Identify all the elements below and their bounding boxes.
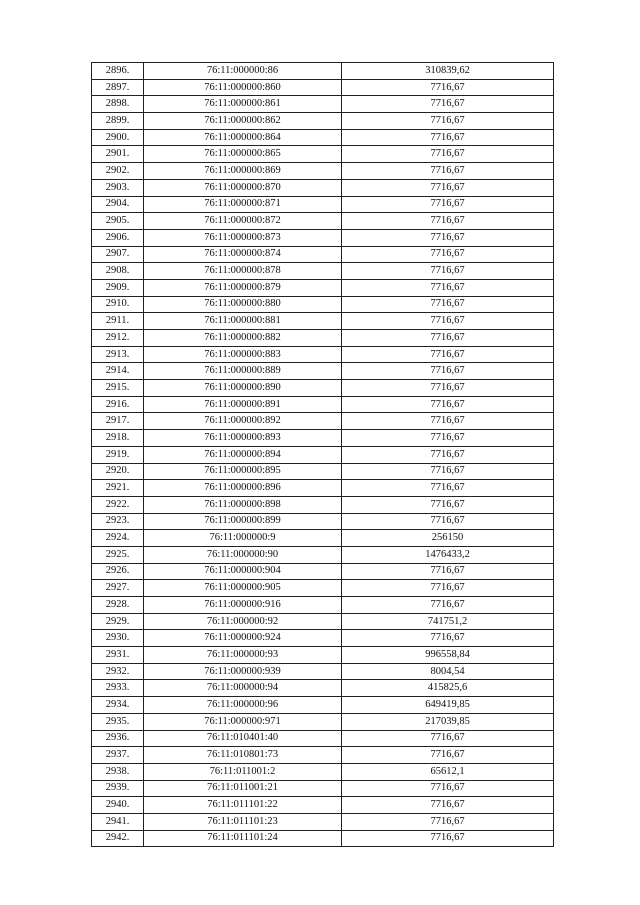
value-cell: 7716,67 <box>342 747 554 764</box>
row-number-cell: 2936. <box>92 730 144 747</box>
value-cell: 7716,67 <box>342 129 554 146</box>
table-row <box>92 630 554 647</box>
value-cell: 217039,85 <box>342 713 554 730</box>
row-number-cell: 2926. <box>92 563 144 580</box>
cadastral-number-cell: 76:11:000000:94 <box>144 680 342 697</box>
table-row <box>92 79 554 96</box>
table-row <box>92 797 554 814</box>
row-number-cell: 2918. <box>92 430 144 447</box>
row-number-cell: 2934. <box>92 697 144 714</box>
table-row <box>92 613 554 630</box>
value-cell: 65612,1 <box>342 763 554 780</box>
table-row <box>92 597 554 614</box>
value-cell: 7716,67 <box>342 363 554 380</box>
row-number-cell: 2939. <box>92 780 144 797</box>
value-cell: 7716,67 <box>342 730 554 747</box>
cadastral-number-cell: 76:11:010401:40 <box>144 730 342 747</box>
cadastral-number-cell: 76:11:000000:924 <box>144 630 342 647</box>
table-row <box>92 330 554 347</box>
value-cell: 7716,67 <box>342 396 554 413</box>
value-cell: 7716,67 <box>342 380 554 397</box>
cadastral-number-cell: 76:11:000000:880 <box>144 296 342 313</box>
table-row <box>92 713 554 730</box>
table-row <box>92 363 554 380</box>
value-cell: 8004,54 <box>342 663 554 680</box>
cadastral-number-cell: 76:11:000000:871 <box>144 196 342 213</box>
row-number-cell: 2910. <box>92 296 144 313</box>
row-number-cell: 2914. <box>92 363 144 380</box>
table-row <box>92 830 554 847</box>
cadastral-number-cell: 76:11:000000:890 <box>144 380 342 397</box>
table-row <box>92 396 554 413</box>
cadastral-number-cell: 76:11:000000:869 <box>144 163 342 180</box>
row-number-cell: 2912. <box>92 330 144 347</box>
row-number-cell: 2917. <box>92 413 144 430</box>
value-cell: 741751,2 <box>342 613 554 630</box>
cadastral-number-cell: 76:11:000000:865 <box>144 146 342 163</box>
row-number-cell: 2903. <box>92 179 144 196</box>
table-row <box>92 346 554 363</box>
cadastral-number-cell: 76:11:000000:895 <box>144 463 342 480</box>
cadastral-number-cell: 76:11:011101:22 <box>144 797 342 814</box>
row-number-cell: 2924. <box>92 530 144 547</box>
value-cell: 7716,67 <box>342 580 554 597</box>
table-row <box>92 96 554 113</box>
cadastral-number-cell: 76:11:000000:898 <box>144 496 342 513</box>
row-number-cell: 2941. <box>92 813 144 830</box>
cadastral-number-cell: 76:11:000000:883 <box>144 346 342 363</box>
table-row <box>92 279 554 296</box>
cadastral-number-cell: 76:11:000000:881 <box>144 313 342 330</box>
cadastral-number-cell: 76:11:000000:93 <box>144 647 342 664</box>
cadastral-number-cell: 76:11:000000:9 <box>144 530 342 547</box>
table-row <box>92 747 554 764</box>
value-cell: 7716,67 <box>342 279 554 296</box>
cadastral-number-cell: 76:11:000000:916 <box>144 597 342 614</box>
value-cell: 7716,67 <box>342 830 554 847</box>
table-row <box>92 113 554 130</box>
cadastral-number-cell: 76:11:000000:904 <box>144 563 342 580</box>
value-cell: 7716,67 <box>342 263 554 280</box>
value-cell: 7716,67 <box>342 146 554 163</box>
row-number-cell: 2921. <box>92 480 144 497</box>
value-cell: 7716,67 <box>342 330 554 347</box>
cadastral-number-cell: 76:11:010801:73 <box>144 747 342 764</box>
table-row <box>92 129 554 146</box>
row-number-cell: 2938. <box>92 763 144 780</box>
cadastral-number-cell: 76:11:000000:86 <box>144 63 342 80</box>
row-number-cell: 2919. <box>92 446 144 463</box>
table-row <box>92 179 554 196</box>
value-cell: 7716,67 <box>342 229 554 246</box>
cadastral-number-cell: 76:11:000000:882 <box>144 330 342 347</box>
value-cell: 7716,67 <box>342 813 554 830</box>
value-cell: 7716,67 <box>342 797 554 814</box>
cadastral-number-cell: 76:11:000000:971 <box>144 713 342 730</box>
table-row <box>92 263 554 280</box>
cadastral-number-cell: 76:11:000000:874 <box>144 246 342 263</box>
table-row <box>92 663 554 680</box>
table-row <box>92 730 554 747</box>
table-row <box>92 546 554 563</box>
value-cell: 7716,67 <box>342 513 554 530</box>
value-cell: 7716,67 <box>342 463 554 480</box>
table-row <box>92 163 554 180</box>
cadastral-number-cell: 76:11:000000:879 <box>144 279 342 296</box>
row-number-cell: 2929. <box>92 613 144 630</box>
row-number-cell: 2900. <box>92 129 144 146</box>
cadastral-number-cell: 76:11:011101:23 <box>144 813 342 830</box>
value-cell: 649419,85 <box>342 697 554 714</box>
cadastral-number-cell: 76:11:000000:892 <box>144 413 342 430</box>
value-cell: 7716,67 <box>342 313 554 330</box>
cadastral-number-cell: 76:11:000000:896 <box>144 480 342 497</box>
value-cell: 7716,67 <box>342 430 554 447</box>
cadastral-number-cell: 76:11:000000:90 <box>144 546 342 563</box>
row-number-cell: 2902. <box>92 163 144 180</box>
row-number-cell: 2922. <box>92 496 144 513</box>
row-number-cell: 2925. <box>92 546 144 563</box>
table-row <box>92 530 554 547</box>
table-row <box>92 647 554 664</box>
value-cell: 256150 <box>342 530 554 547</box>
cadastral-number-cell: 76:11:000000:939 <box>144 663 342 680</box>
row-number-cell: 2940. <box>92 797 144 814</box>
table-row <box>92 463 554 480</box>
cadastral-number-cell: 76:11:000000:894 <box>144 446 342 463</box>
table-row <box>92 697 554 714</box>
row-number-cell: 2906. <box>92 229 144 246</box>
cadastral-number-cell: 76:11:000000:861 <box>144 96 342 113</box>
value-cell: 310839,62 <box>342 63 554 80</box>
cadastral-table <box>91 62 554 847</box>
table-body <box>92 63 554 847</box>
cadastral-number-cell: 76:11:011001:21 <box>144 780 342 797</box>
row-number-cell: 2908. <box>92 263 144 280</box>
cadastral-number-cell: 76:11:000000:864 <box>144 129 342 146</box>
value-cell: 7716,67 <box>342 213 554 230</box>
cadastral-number-cell: 76:11:000000:899 <box>144 513 342 530</box>
cadastral-number-cell: 76:11:000000:860 <box>144 79 342 96</box>
value-cell: 7716,67 <box>342 346 554 363</box>
table-row <box>92 213 554 230</box>
value-cell: 7716,67 <box>342 179 554 196</box>
value-cell: 7716,67 <box>342 246 554 263</box>
table-row <box>92 513 554 530</box>
cadastral-number-cell: 76:11:011001:2 <box>144 763 342 780</box>
cadastral-number-cell: 76:11:000000:870 <box>144 179 342 196</box>
table-row <box>92 763 554 780</box>
table-row <box>92 146 554 163</box>
cadastral-number-cell: 76:11:000000:905 <box>144 580 342 597</box>
value-cell: 1476433,2 <box>342 546 554 563</box>
cadastral-number-cell: 76:11:000000:893 <box>144 430 342 447</box>
table-row <box>92 313 554 330</box>
cadastral-number-cell: 76:11:000000:873 <box>144 229 342 246</box>
cadastral-number-cell: 76:11:000000:891 <box>144 396 342 413</box>
table-row <box>92 196 554 213</box>
table-row <box>92 780 554 797</box>
table-row <box>92 813 554 830</box>
row-number-cell: 2901. <box>92 146 144 163</box>
row-number-cell: 2923. <box>92 513 144 530</box>
value-cell: 7716,67 <box>342 163 554 180</box>
value-cell: 7716,67 <box>342 446 554 463</box>
value-cell: 7716,67 <box>342 196 554 213</box>
table-row <box>92 413 554 430</box>
table-row <box>92 246 554 263</box>
row-number-cell: 2932. <box>92 663 144 680</box>
row-number-cell: 2904. <box>92 196 144 213</box>
row-number-cell: 2942. <box>92 830 144 847</box>
row-number-cell: 2911. <box>92 313 144 330</box>
table-row <box>92 580 554 597</box>
value-cell: 7716,67 <box>342 780 554 797</box>
table-row <box>92 480 554 497</box>
table-row <box>92 430 554 447</box>
row-number-cell: 2913. <box>92 346 144 363</box>
row-number-cell: 2899. <box>92 113 144 130</box>
table-row <box>92 496 554 513</box>
value-cell: 7716,67 <box>342 480 554 497</box>
value-cell: 7716,67 <box>342 413 554 430</box>
row-number-cell: 2907. <box>92 246 144 263</box>
value-cell: 996558,84 <box>342 647 554 664</box>
value-cell: 7716,67 <box>342 563 554 580</box>
value-cell: 7716,67 <box>342 496 554 513</box>
row-number-cell: 2927. <box>92 580 144 597</box>
value-cell: 7716,67 <box>342 296 554 313</box>
table-row <box>92 229 554 246</box>
row-number-cell: 2905. <box>92 213 144 230</box>
cadastral-number-cell: 76:11:011101:24 <box>144 830 342 847</box>
table-row <box>92 380 554 397</box>
value-cell: 7716,67 <box>342 113 554 130</box>
row-number-cell: 2898. <box>92 96 144 113</box>
cadastral-number-cell: 76:11:000000:96 <box>144 697 342 714</box>
cadastral-number-cell: 76:11:000000:878 <box>144 263 342 280</box>
value-cell: 415825,6 <box>342 680 554 697</box>
value-cell: 7716,67 <box>342 96 554 113</box>
cadastral-number-cell: 76:11:000000:872 <box>144 213 342 230</box>
row-number-cell: 2896. <box>92 63 144 80</box>
value-cell: 7716,67 <box>342 597 554 614</box>
row-number-cell: 2933. <box>92 680 144 697</box>
cadastral-number-cell: 76:11:000000:862 <box>144 113 342 130</box>
table-row <box>92 446 554 463</box>
table-row <box>92 563 554 580</box>
row-number-cell: 2897. <box>92 79 144 96</box>
row-number-cell: 2916. <box>92 396 144 413</box>
row-number-cell: 2937. <box>92 747 144 764</box>
row-number-cell: 2935. <box>92 713 144 730</box>
table-row <box>92 680 554 697</box>
table-row <box>92 296 554 313</box>
row-number-cell: 2931. <box>92 647 144 664</box>
row-number-cell: 2915. <box>92 380 144 397</box>
value-cell: 7716,67 <box>342 630 554 647</box>
table-row <box>92 63 554 80</box>
row-number-cell: 2920. <box>92 463 144 480</box>
cadastral-number-cell: 76:11:000000:889 <box>144 363 342 380</box>
row-number-cell: 2909. <box>92 279 144 296</box>
cadastral-number-cell: 76:11:000000:92 <box>144 613 342 630</box>
row-number-cell: 2930. <box>92 630 144 647</box>
row-number-cell: 2928. <box>92 597 144 614</box>
value-cell: 7716,67 <box>342 79 554 96</box>
